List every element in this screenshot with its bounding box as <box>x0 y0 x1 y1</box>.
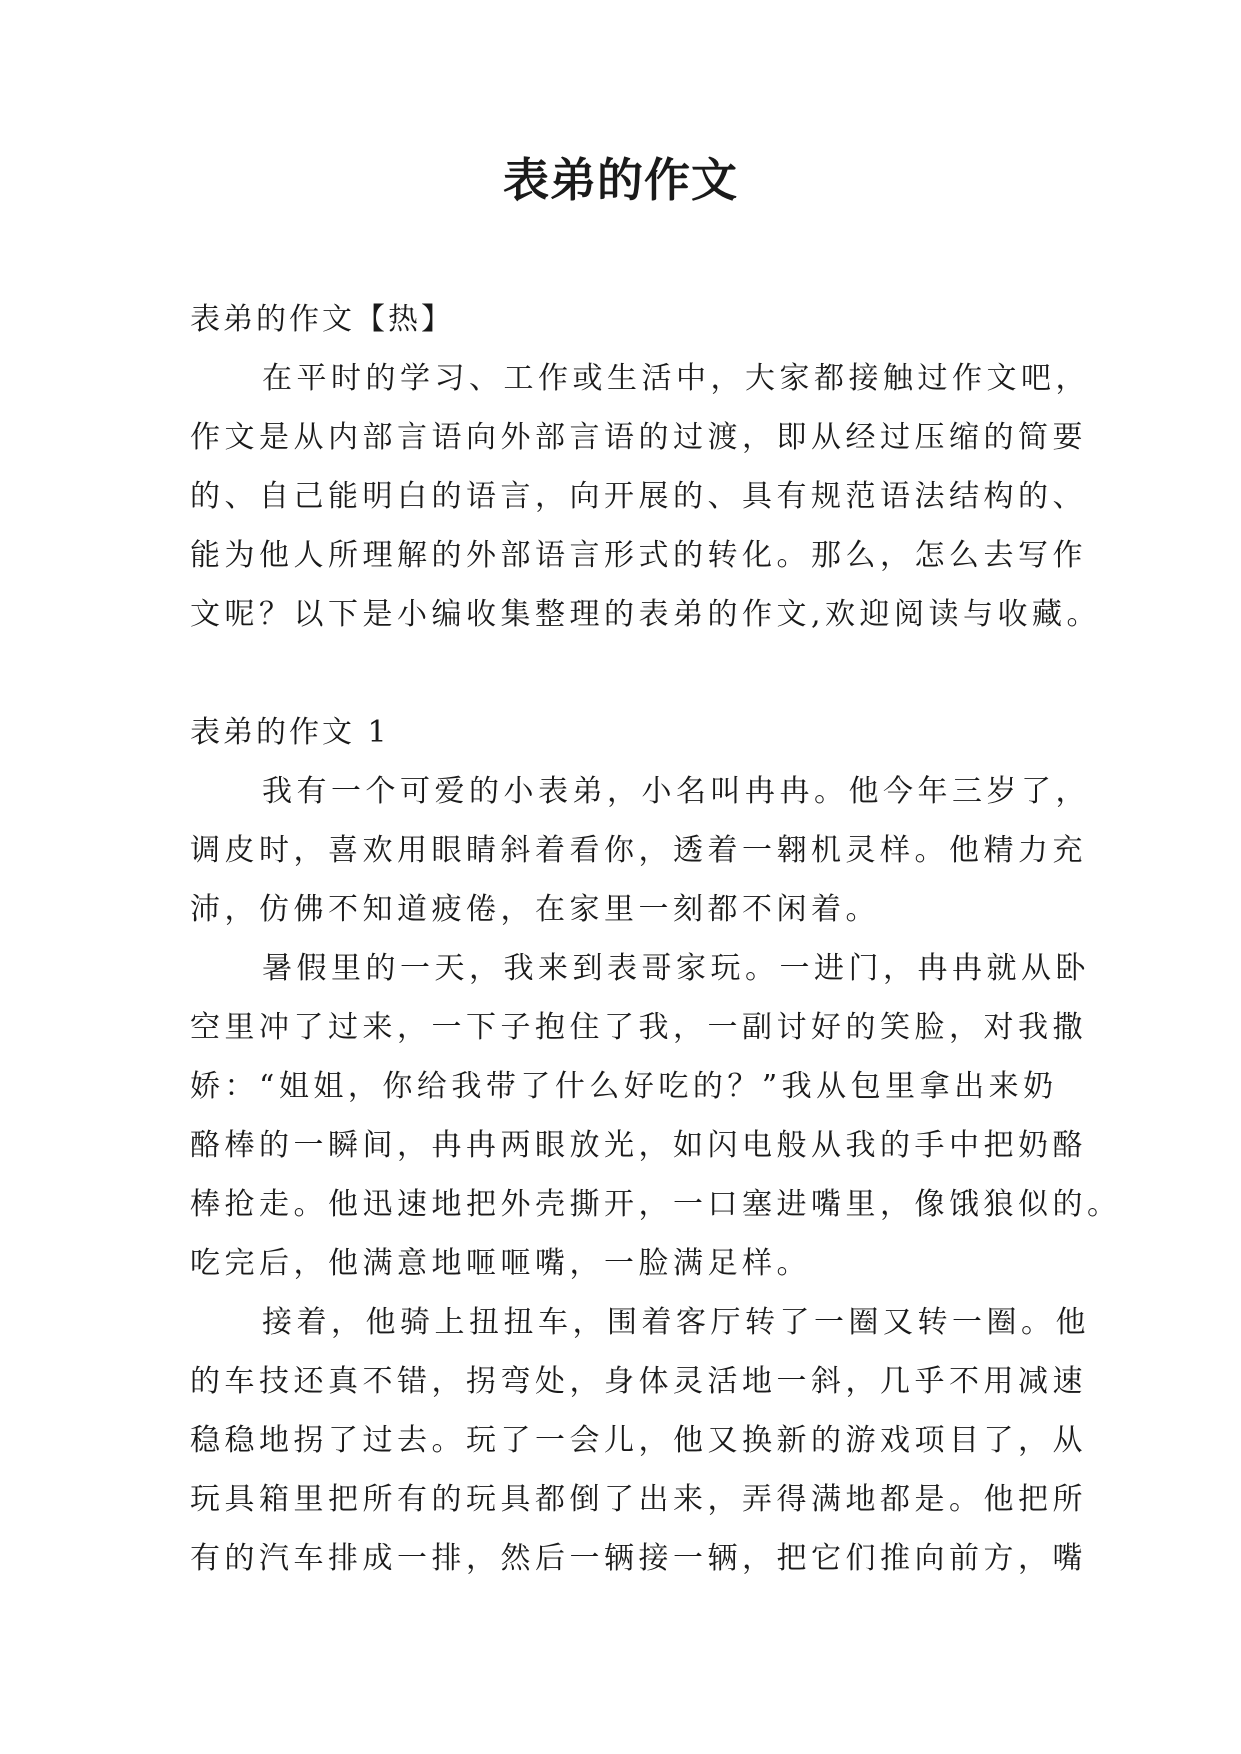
paragraph-line: 有的汽车排成一排，然后一辆接一辆，把它们推向前方，嘴 <box>190 1541 1087 1576</box>
paragraph-line: 在平时的学习、工作或生活中，大家都接触过作文吧， <box>262 361 1090 396</box>
essay1-paragraph-2 <box>190 939 1122 1293</box>
paragraph-line: 玩具箱里把所有的玩具都倒了出来，弄得满地都是。他把所 <box>190 1482 1087 1517</box>
document-title: 表弟的作文 <box>503 153 738 207</box>
intro-heading: 表弟的作文【热】 <box>190 302 454 337</box>
document-body <box>190 290 1122 1588</box>
paragraph-line: 暑假里的一天，我来到表哥家玩。一进门，冉冉就从卧 <box>262 951 1090 986</box>
paragraph-line: 作文是从内部言语向外部言语的过渡，即从经过压缩的简要 <box>190 420 1087 455</box>
section-spacer <box>190 644 1060 703</box>
paragraph-line: 的、自己能明白的语言，向开展的、具有规范语法结构的、 <box>190 479 1087 514</box>
essay1-heading: 表弟的作文 1 <box>190 715 390 750</box>
paragraph-line: 娇：“姐姐，你给我带了什么好吃的？”我从包里拿出来奶 <box>190 1069 1058 1104</box>
paragraph-line: 沛，仿佛不知道疲倦，在家里一刻都不闲着。 <box>190 892 880 927</box>
paragraph-line: 棒抢走。他迅速地把外壳撕开，一口塞进嘴里，像饿狼似的。 <box>190 1187 1122 1222</box>
intro-paragraph <box>190 349 1102 644</box>
paragraph-line: 能为他人所理解的外部语言形式的转化。那么，怎么去写作 <box>190 538 1087 573</box>
essay1-paragraph-3 <box>190 1293 1090 1588</box>
paragraph-line: 的车技还真不错，拐弯处，身体灵活地一斜，几乎不用减速 <box>190 1364 1087 1399</box>
paragraph-line: 吃完后，他满意地咂咂嘴，一脸满足样。 <box>190 1246 811 1281</box>
paragraph-line: 我有一个可爱的小表弟，小名叫冉冉。他今年三岁了， <box>262 774 1090 809</box>
essay1-paragraph-1 <box>190 762 1090 939</box>
paragraph-line: 稳稳地拐了过去。玩了一会儿，他又换新的游戏项目了，从 <box>190 1423 1087 1458</box>
paragraph-line: 空里冲了过来，一下子抱住了我，一副讨好的笑脸，对我撒 <box>190 1010 1087 1045</box>
paragraph-line: 酪棒的一瞬间，冉冉两眼放光，如闪电般从我的手中把奶酪 <box>190 1128 1087 1163</box>
paragraph-line: 接着，他骑上扭扭车，围着客厅转了一圈又转一圈。他 <box>262 1305 1090 1340</box>
paragraph-line: 调皮时，喜欢用眼睛斜着看你，透着一翱机灵样。他精力充 <box>190 833 1087 868</box>
paragraph-line: 文呢？以下是小编收集整理的表弟的作文,欢迎阅读与收藏。 <box>190 597 1102 632</box>
